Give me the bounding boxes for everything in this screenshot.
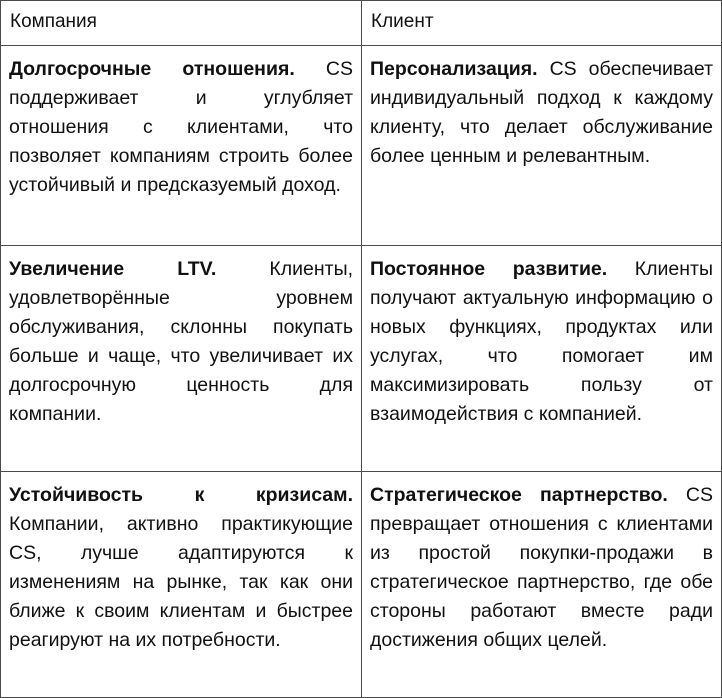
cell-title: Увеличение LTV. xyxy=(9,258,217,280)
cell-title: Долгосрочные отношения. xyxy=(9,58,295,80)
header-company xyxy=(1,1,362,46)
cell-text: CS обеспечивает индивидуальный подход к каждому клиенту, что делает обслуживание более ценным и релевантным. xyxy=(370,58,713,167)
table-cell xyxy=(362,246,722,472)
header-company-label: Компания xyxy=(10,11,97,32)
cell-title: Постоянное развитие. xyxy=(370,258,608,280)
cell-text: Компании, активно практикующие CS, лучше адаптируются к изменениям на рынке, так как они ближе к своим клиентам и быстрее реагируют на их потребности. xyxy=(9,513,353,651)
table-row xyxy=(1,472,722,698)
table-cell xyxy=(1,246,362,472)
table-cell xyxy=(1,46,362,246)
cell-text: Клиенты, удовлетворённые уровнем обслуживания, склонны покупать больше и чаще, что увеличивает их долгосрочную ценность для компании. xyxy=(9,258,354,425)
table-row xyxy=(1,246,722,472)
table-cell xyxy=(1,472,362,698)
table-row xyxy=(1,46,722,246)
header-client-label: Клиент xyxy=(371,11,434,32)
header-client xyxy=(362,1,722,46)
header-row xyxy=(1,1,722,46)
cell-title: Устойчивость к кризисам. xyxy=(9,484,353,506)
cell-title: Персонализация. xyxy=(370,58,538,80)
cell-text: Клиенты получают актуальную информацию о новых функциях, продуктах или услугах, что помогает им максимизировать пользу от взаимодействия с компанией. xyxy=(370,258,713,425)
cell-text: CS превращает отношения с клиентами из простой покупки-продажи в стратегическое партнерство, где обе стороны работают вместе ради достижения общих целей. xyxy=(370,484,713,651)
cell-text: CS поддерживает и углубляет отношения с клиентами, что позволяет компаниям строить более устойчивый и предсказуемый доход. xyxy=(9,58,353,196)
cell-title: Стратегическое партнерство. xyxy=(370,484,668,506)
table-cell xyxy=(362,472,722,698)
table-cell xyxy=(362,46,722,246)
